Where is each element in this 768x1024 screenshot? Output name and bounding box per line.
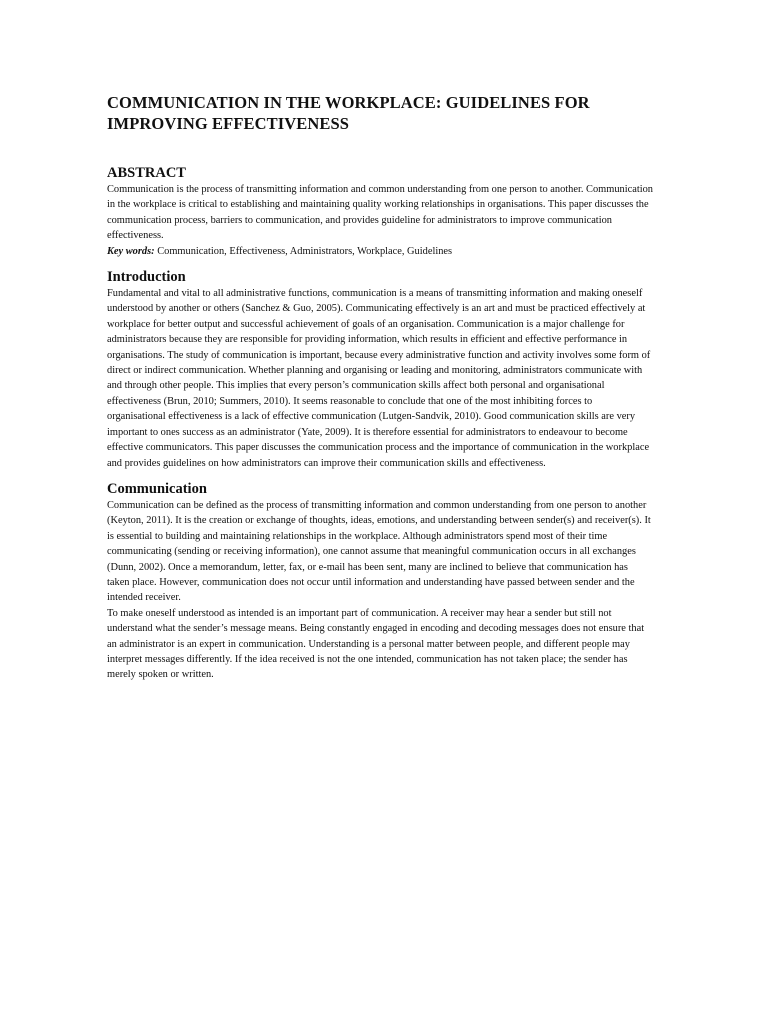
abstract-text: Communication is the process of transmitting information and common understanding from one person to another. Communication in the workplace is critical to establishing and maintaining quality working relationships in organisations. This paper discusses the communication process, barriers to communication, and provides guideline for administrators to improve communication effectiveness. xyxy=(107,184,653,242)
communication-paragraph-2: To make oneself understood as intended is an important part of communication. A receiver may hear a sender but still not understand what the sender’s message means. Being constantly engaged in encoding and decoding messages does not ensure that an administrator is an expert in communication. Understanding is a personal matter between people, and different people may interpret messages differently. If the idea received is not the one intended, communication has not taken place; the sender has merely spoken or written. xyxy=(107,607,645,681)
abstract-heading: ABSTRACT xyxy=(107,165,186,181)
introduction-heading: Introduction xyxy=(107,269,186,286)
document-title-line-2: IMPROVING EFFECTIVENESS xyxy=(107,114,350,133)
communication-paragraph-1: Communication can be defined as the process of transmitting information and common understanding from one person to another (Keyton, 2011). It is the creation or exchange of thoughts, ideas, emotions, and understanding between sender(s) and receiver(s). It is essential to building and maintaining relationships in the workplace. Although administrators spend most of their time communicating (sending or receiving information), one cannot assume that meaningful communication occurs in all exchanges (Dunn, 2002). Once a memorandum, letter, fax, or e-mail has been sent, many are inclined to believe that communication has taken place. However, communication does not occur until information and understanding have passed between sender and the intended receiver. xyxy=(107,499,651,604)
keywords-text: Communication, Effectiveness, Administrators, Workplace, Guidelines xyxy=(154,245,453,257)
introduction-text: Fundamental and vital to all administrative functions, communication is a means of transmitting information and making oneself understood by another or others (Sanchez & Guo, 2005). Communicating effectively is an art and must be practiced effectively at workplace for better output and successful achievement of goals of an organisation. Communication is a major challenge for administrators because they are responsible for providing information, which results in efficient and effective performance in organisations. The study of communication is important, because every administrative function and activity involves some form of direct or indirect communication. Whether planning and organising or leading and monitoring, administrators communicate with and through other people. This implies that every person’s communication skills affect both personal and organisational effectiveness (Brun, 2010; Summers, 2010). It seems reasonable to conclude that one of the most inhibiting forces to organisational effectiveness is a lack of effective communication (Lutgen-Sandvik, 2010). Good communication skills are very important to ones success as an administrator (Yate, 2009). It is therefore essential for administrators to endeavour to become effective communicators. This paper discusses the communication process and the importance of communication in the workplace and provides guidelines on how administrators can improve their communication skills and effectiveness. xyxy=(107,288,651,469)
document-title-line-1: COMMUNICATION IN THE WORKPLACE: GUIDELINES FOR xyxy=(107,93,590,112)
keywords-line xyxy=(107,244,653,259)
keywords-label: Key words: xyxy=(107,245,155,257)
document-page xyxy=(107,92,653,683)
communication-heading: Communication xyxy=(107,480,207,497)
document-title xyxy=(107,92,653,134)
